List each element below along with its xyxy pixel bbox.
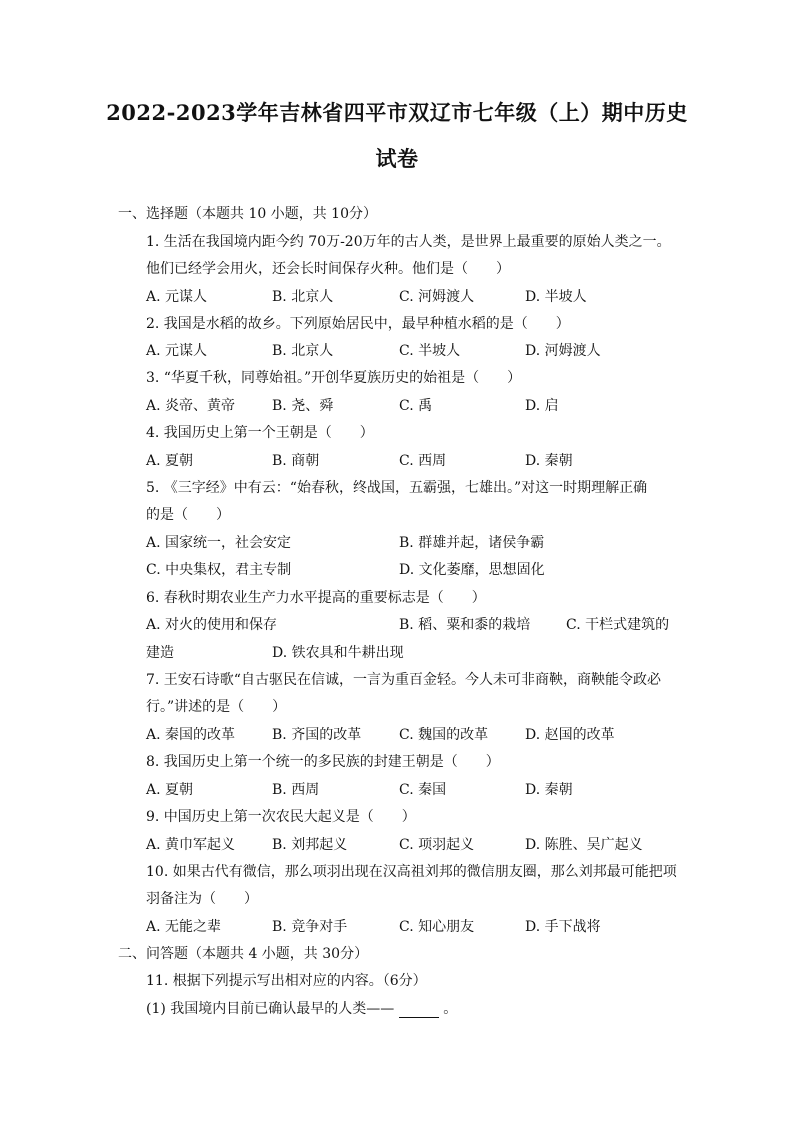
question-3-option-c: C. 禹 — [399, 398, 433, 414]
question-4-stem: 4. 我国历史上第一个王朝是（ ） — [146, 425, 374, 441]
question-5-stem-cont: 的是（ ） — [146, 507, 230, 523]
question-6-option-c-cont: 建造 — [146, 645, 174, 661]
question-5-stem: 5. 《三字经》中有云：“始春秋，终战国，五霸强，七雄出。”对这一时期理解正确 — [146, 480, 648, 496]
question-3-option-d: D. 启 — [525, 398, 559, 414]
question-3-option-a: A. 炎帝、黄帝 — [146, 398, 236, 414]
question-11-sub-1 — [146, 1000, 457, 1018]
question-3-option-b: B. 尧、舜 — [272, 398, 334, 414]
question-5-option-b: B. 群雄并起，诸侯争霸 — [399, 535, 545, 551]
question-4-option-a: A. 夏朝 — [146, 453, 194, 469]
question-1-option-a: A. 元谋人 — [146, 289, 208, 305]
question-2-option-a: A. 元谋人 — [146, 343, 208, 359]
question-1-option-c: C. 河姆渡人 — [399, 289, 475, 305]
question-1-option-b: B. 北京人 — [272, 289, 334, 305]
question-10-option-a: A. 无能之辈 — [146, 919, 222, 935]
question-9-option-c: C. 项羽起义 — [399, 837, 475, 853]
question-5-option-c: C. 中央集权，君主专制 — [146, 562, 292, 578]
question-1-stem-cont: 他们已经学会用火，还会长时间保存火种。他们是（ ） — [146, 261, 510, 277]
question-5-option-d: D. 文化萎靡，思想固化 — [399, 562, 545, 578]
question-10-option-c: C. 知心朋友 — [399, 919, 475, 935]
question-2-stem: 2. 我国是水稻的故乡。下列原始居民中，最早种植水稻的是（ ） — [146, 316, 570, 332]
question-7-option-a: A. 秦国的改革 — [146, 727, 236, 743]
question-1-stem: 1. 生活在我国境内距今约 70万-20万年的古人类，是世界上最重要的原始人类之一。 — [146, 234, 671, 250]
answer-blank[interactable] — [399, 1003, 439, 1018]
question-9-option-a: A. 黄巾军起义 — [146, 837, 236, 853]
question-6-stem: 6. 春秋时期农业生产力水平提高的重要标志是（ ） — [146, 590, 486, 606]
question-8-option-d: D. 秦朝 — [525, 782, 573, 798]
question-7-option-d: D. 赵国的改革 — [525, 727, 615, 743]
question-7-stem-cont: 行。”讲述的是（ ） — [146, 699, 287, 715]
question-9-option-b: B. 刘邦起义 — [272, 837, 348, 853]
question-10-stem-cont: 羽备注为（ ） — [146, 891, 258, 907]
question-8-option-b: B. 西周 — [272, 782, 320, 798]
question-1-option-d: D. 半坡人 — [525, 289, 587, 305]
section-heading-choice: 一、选择题（本题共 10 小题，共 10分） — [118, 206, 377, 222]
question-2-option-d: D. 河姆渡人 — [525, 343, 601, 359]
question-8-stem: 8. 我国历史上第一个统一的多民族的封建王朝是（ ） — [146, 754, 500, 770]
question-3-stem: 3. “华夏千秋，同尊始祖。”开创华夏族历史的始祖是（ ） — [146, 370, 522, 386]
question-4-option-c: C. 西周 — [399, 453, 447, 469]
question-10-option-b: B. 竞争对手 — [272, 919, 348, 935]
question-2-option-c: C. 半坡人 — [399, 343, 461, 359]
question-8-option-c: C. 秦国 — [399, 782, 447, 798]
question-9-stem: 9. 中国历史上第一次农民大起义是（ ） — [146, 809, 416, 825]
question-6-option-b: B. 稻、粟和黍的栽培 — [399, 617, 531, 633]
question-7-stem: 7. 王安石诗歌“自古驱民在信诚，一言为重百金轻。今人未可非商鞅，商鞅能令政必 — [146, 672, 661, 688]
question-4-option-b: B. 商朝 — [272, 453, 320, 469]
question-11-sub-1-text: (1) 我国境内目前已确认最早的人类—— — [146, 1001, 395, 1017]
question-9-option-d: D. 陈胜、吴广起义 — [525, 837, 643, 853]
question-7-option-b: B. 齐国的改革 — [272, 727, 362, 743]
question-5-option-a: A. 国家统一，社会安定 — [146, 535, 292, 551]
question-6-option-a: A. 对火的使用和保存 — [146, 617, 278, 633]
question-10-option-d: D. 手下战将 — [525, 919, 601, 935]
question-6-option-c: C. 干栏式建筑的 — [566, 617, 670, 633]
question-6-option-d: D. 铁农具和牛耕出现 — [272, 645, 404, 661]
question-10-stem: 10. 如果古代有微信，那么项羽出现在汉高祖刘邦的微信朋友圈，那么刘邦最可能把项 — [146, 864, 677, 880]
question-4-option-d: D. 秦朝 — [525, 453, 573, 469]
exam-title-line1: 2022-2023学年吉林省四平市双辽市七年级（上）期中历史 — [106, 100, 688, 125]
question-7-option-c: C. 魏国的改革 — [399, 727, 489, 743]
question-11-stem: 11. 根据下列提示写出相对应的内容。（6分） — [146, 973, 427, 989]
question-11-sub-1-end: 。 — [443, 1001, 458, 1017]
question-8-option-a: A. 夏朝 — [146, 782, 194, 798]
section-heading-qa: 二、问答题（本题共 4 小题，共 30分） — [118, 946, 369, 962]
exam-title-line2: 试卷 — [375, 146, 419, 171]
question-2-option-b: B. 北京人 — [272, 343, 334, 359]
